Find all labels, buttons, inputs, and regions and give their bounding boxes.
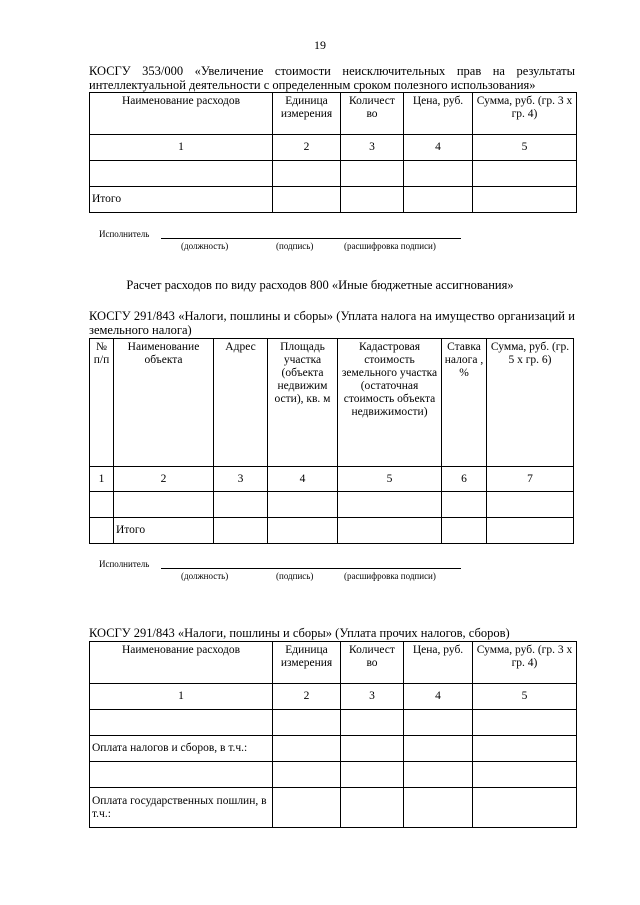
s1-col-unit: Единица измерения bbox=[273, 93, 341, 135]
s3-row-duties: Оплата государственных пошлин, в т.ч.: bbox=[90, 788, 273, 828]
decoding-caption-1: (расшифровка подписи) bbox=[344, 241, 436, 251]
s2-col-rate: Ставка налога , % bbox=[442, 339, 487, 467]
section1-table bbox=[89, 92, 577, 213]
section1-heading-line2: интеллектуальной деятельности с определенным сроком полезного использования» bbox=[89, 78, 536, 92]
s2-total-label: Итого bbox=[114, 518, 214, 544]
s2-col-address: Адрес bbox=[214, 339, 268, 467]
calc-title: Расчет расходов по виду расходов 800 «Иные бюджетные ассигнования» bbox=[126, 278, 514, 292]
s3-col-qty: Количест во bbox=[341, 642, 404, 684]
s3-num-3: 3 bbox=[341, 684, 404, 710]
s2-col-area: Площадь участка (объекта недвижим ости), кв. м bbox=[268, 339, 338, 467]
s2-num-1: 1 bbox=[90, 467, 114, 492]
s3-col-sum: Сумма, руб. (гр. 3 х гр. 4) bbox=[473, 642, 577, 684]
s3-num-1: 1 bbox=[90, 684, 273, 710]
position-caption-1: (должность) bbox=[181, 241, 229, 251]
sign-caption-2: (подпись) bbox=[276, 571, 314, 581]
s2-col-sum: Сумма, руб. (гр. 5 х гр. 6) bbox=[487, 339, 574, 467]
s3-empty-row-1 bbox=[90, 710, 577, 736]
section2-heading-line1: КОСГУ 291/843 «Налоги, пошлины и сборы» (Уплата налога на имущество организаций и bbox=[89, 309, 575, 323]
s3-empty-row-2 bbox=[90, 762, 577, 788]
s1-col-qty: Количест во bbox=[341, 93, 404, 135]
executor-label-1: Исполнитель bbox=[99, 229, 150, 239]
sign-caption-1: (подпись) bbox=[276, 241, 314, 251]
page-number: 19 bbox=[314, 38, 326, 52]
s3-num-4: 4 bbox=[404, 684, 473, 710]
s1-col-price: Цена, руб. bbox=[404, 93, 473, 135]
position-caption-2: (должность) bbox=[181, 571, 229, 581]
s1-col-name: Наименование расходов bbox=[90, 93, 273, 135]
section2-heading-line2: земельного налога) bbox=[89, 323, 192, 337]
section3-heading: КОСГУ 291/843 «Налоги, пошлины и сборы» (Уплата прочих налогов, сборов) bbox=[89, 626, 510, 640]
s3-num-2: 2 bbox=[273, 684, 341, 710]
s1-num-2: 2 bbox=[273, 135, 341, 161]
s2-empty-row bbox=[90, 492, 574, 518]
s2-col-num: № п/п bbox=[90, 339, 114, 467]
section1-heading-line1: КОСГУ 353/000 «Увеличение стоимости неисключительных прав на результаты bbox=[89, 64, 575, 78]
s1-col-sum: Сумма, руб. (гр. 3 х гр. 4) bbox=[473, 93, 577, 135]
s1-empty-row bbox=[90, 161, 577, 187]
s2-col-object: Наименование объекта bbox=[114, 339, 214, 467]
s3-num-5: 5 bbox=[473, 684, 577, 710]
s1-num-1: 1 bbox=[90, 135, 273, 161]
s2-num-2: 2 bbox=[114, 467, 214, 492]
signature-line-2 bbox=[161, 568, 461, 569]
section3-table bbox=[89, 641, 577, 828]
s2-num-6: 6 bbox=[442, 467, 487, 492]
executor-label-2: Исполнитель bbox=[99, 559, 150, 569]
s2-num-4: 4 bbox=[268, 467, 338, 492]
s2-num-7: 7 bbox=[487, 467, 574, 492]
s3-col-unit: Единица измерения bbox=[273, 642, 341, 684]
decoding-caption-2: (расшифровка подписи) bbox=[344, 571, 436, 581]
s3-row-taxes: Оплата налогов и сборов, в т.ч.: bbox=[90, 736, 273, 762]
s3-col-price: Цена, руб. bbox=[404, 642, 473, 684]
s2-num-5: 5 bbox=[338, 467, 442, 492]
s3-col-name: Наименование расходов bbox=[90, 642, 273, 684]
signature-line-1 bbox=[161, 238, 461, 239]
s1-total-label: Итого bbox=[90, 187, 273, 213]
s1-num-3: 3 bbox=[341, 135, 404, 161]
s1-num-5: 5 bbox=[473, 135, 577, 161]
s2-num-3: 3 bbox=[214, 467, 268, 492]
s2-col-cadastral: Кадастровая стоимость земельного участка (остаточная стоимость объекта недвижимости) bbox=[338, 339, 442, 467]
section2-table bbox=[89, 338, 574, 544]
s1-num-4: 4 bbox=[404, 135, 473, 161]
